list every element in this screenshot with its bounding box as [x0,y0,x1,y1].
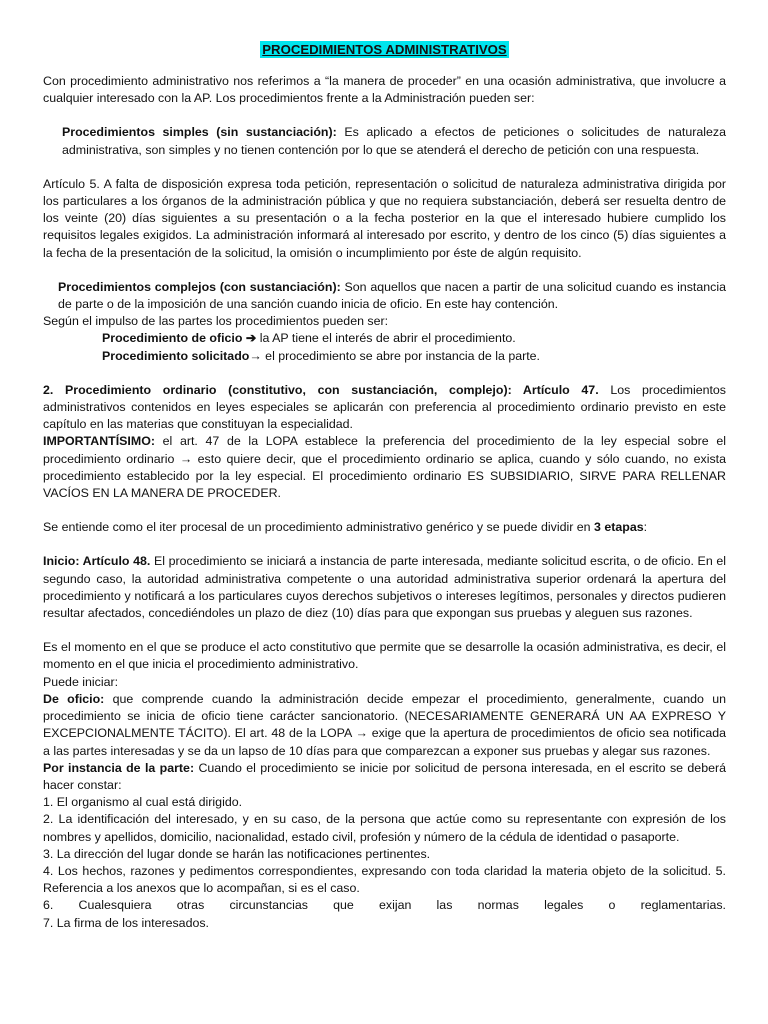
complejos-text: Son aquellos que nacen a partir de una solicitud cuando es instancia de parte o de la imposición de una sanción cuando inicia de oficio. En este hay contención. [58,279,726,312]
articulo5-paragraph: Artículo 5. A falta de disposición expresa toda petición, representación o solicitud de naturaleza administrativa dirigida por los particulares a los órganos de la administración pública y que no requiera substanciación, deberá ser resuelta dentro de los veinte (20) días siguientes a su presentación o a la fecha posterior en la que el interesado hubiere cumplido los requisitos legales exigidos. La administración informará al interesado por escrito, y dentro de los cinco (5) días siguientes a la fecha de la presentación de la solicitud, la omisión o incumplimiento por éste de algún requisito. [43,176,726,260]
de-oficio-paragraph [43,691,726,760]
iter-end: : [643,520,648,535]
requisito-item: 7. La firma de los interesados. [43,915,209,930]
de-oficio-text: que comprende cuando la administración decide empezar el procedimiento, generalmente, cuando un procedimiento se inicia de oficio tiene carácter sancionatorio. (NECESARIAMENTE GENERARÁ UN AA EXPRESO Y EXCEPCIONALMENTE TÁCITO). El art. 48 de la LOPA → exige que la apertura de procedimientos de oficio sea notificada a las partes interesadas y se da un lapso de 10 días para que comparezcan a exponer sus pruebas y alegar sus razones. [43,691,727,758]
inicio-text: El procedimiento se iniciará a instancia de parte interesada, mediante solicitud escrita, o de oficio. En el segundo caso, la autoridad administrativa competente o una autoridad administrativa superior ordenará la apertura del procedimiento y notificará a los particulares cuyos derechos subjetivos o intereses legítimos, personales y directos pudieren resultar afectados, concediéndoles un plazo de diez (10) días para que expongan sus pruebas y aleguen sus razones. [43,554,726,621]
inicio-label: Inicio: Artículo 48. [43,554,151,569]
simples-text: Es aplicado a efectos de peticiones o solicitudes de naturaleza administrativa, son simples y no tienen contención por lo que se atenderá el derecho de petición con una respuesta. [62,125,726,157]
ordinario-label: 2. Procedimiento ordinario (constitutivo, con sustanciación, complejo): Artículo 47. [43,382,599,397]
page-title: PROCEDIMIENTOS ADMINISTRATIVOS [262,42,507,57]
complejos-paragraph [43,279,726,313]
momento-paragraph: Es el momento en el que se produce el acto constitutivo que permite que se desarrolle la ocasión administrativa, es decir, el momento en el que inicia el procedimiento administrativo. [43,640,726,672]
requisito-item: 3. La dirección del lugar donde se harán las notificaciones pertinentes. [43,846,431,861]
tipo-oficio [43,330,726,347]
document-body [43,41,726,932]
tipo-oficio-text: la AP tiene el interés de abrir el procedimiento. [256,331,516,346]
iter-text: Se entiende como el iter procesal de un procedimiento administrativo genérico y se puede dividir en [43,520,595,535]
importantisimo-text: el art. 47 de la LOPA establece la preferencia del procedimiento de la ley especial sobre el procedimiento ordinario → esto quiere decir, que el procedimiento ordinario se aplica, cuando y sólo cuando, no exista procedimiento establecido por la ley especial. El procedimiento ordinario ES SUBSIDIARIO, SIRVE PARA RELLENAR VACÍOS EN LA MANERA DE PROCEDER. [43,434,726,501]
instancia-text: Cuando el procedimiento se inicie por solicitud de persona interesada, en el escrito se deberá hacer constar: [43,760,726,792]
puede-iniciar-line: Puede iniciar: [43,674,119,689]
iter-bold: 3 etapas [594,520,644,535]
de-oficio-label: De oficio: [43,691,105,706]
tipo-solicitado [43,348,726,365]
ordinario-paragraph [43,382,726,434]
iter-paragraph [43,519,726,536]
simples-paragraph [43,124,726,158]
requisito-item: 2. La identificación del interesado, y en su caso, de la persona que actúe como su representante con expresión de los nombres y apellidos, domicilio, nacionalidad, estado civil, profesión y número de la cédula de identidad o pasaporte. [43,812,726,844]
ordinario-text: Los procedimientos administrativos contenidos en leyes especiales se aplicarán con preferencia al procedimiento ordinario previsto en este capítulo en las materias que constituyan la especialidad. [43,382,727,432]
instancia-label: Por instancia de la parte: [43,760,195,775]
importantisimo-paragraph [43,433,726,502]
tipo-solicitado-label: Procedimiento solicitado [102,348,250,363]
complejos-label: Procedimientos complejos (con sustanciación): [58,279,341,294]
title-row [43,41,726,59]
importantisimo-label: IMPORTANTÍSIMO: [43,434,155,449]
simples-label: Procedimientos simples (sin sustanciación): [62,125,337,140]
requisito-item: 6. Cualesquiera otras circunstancias que exijan las normas legales o reglamentarias. [43,898,726,913]
requisito-item: 1. El organismo al cual está dirigido. [43,795,243,810]
requisito-item: 4. Los hechos, razones y pedimentos correspondientes, expresando con toda claridad la materia objeto de la solicitud. 5. Referencia a los anexos que lo acompañan, si es el caso. [43,863,726,896]
tipo-oficio-label: Procedimiento de oficio ➔ [102,331,257,346]
intro-paragraph: Con procedimiento administrativo nos referimos a “la manera de proceder” en una ocasión administrativa, que involucre a cualquier interesado con la AP. Los procedimientos frente a la Administración pueden ser: [43,74,726,106]
instancia-paragraph [43,760,726,794]
tipo-solicitado-text: → el procedimiento se abre por instancia de la parte. [249,348,540,363]
inicio-paragraph [43,553,726,622]
impulso-line: Según el impulso de las partes los procedimientos pueden ser: [43,314,389,329]
